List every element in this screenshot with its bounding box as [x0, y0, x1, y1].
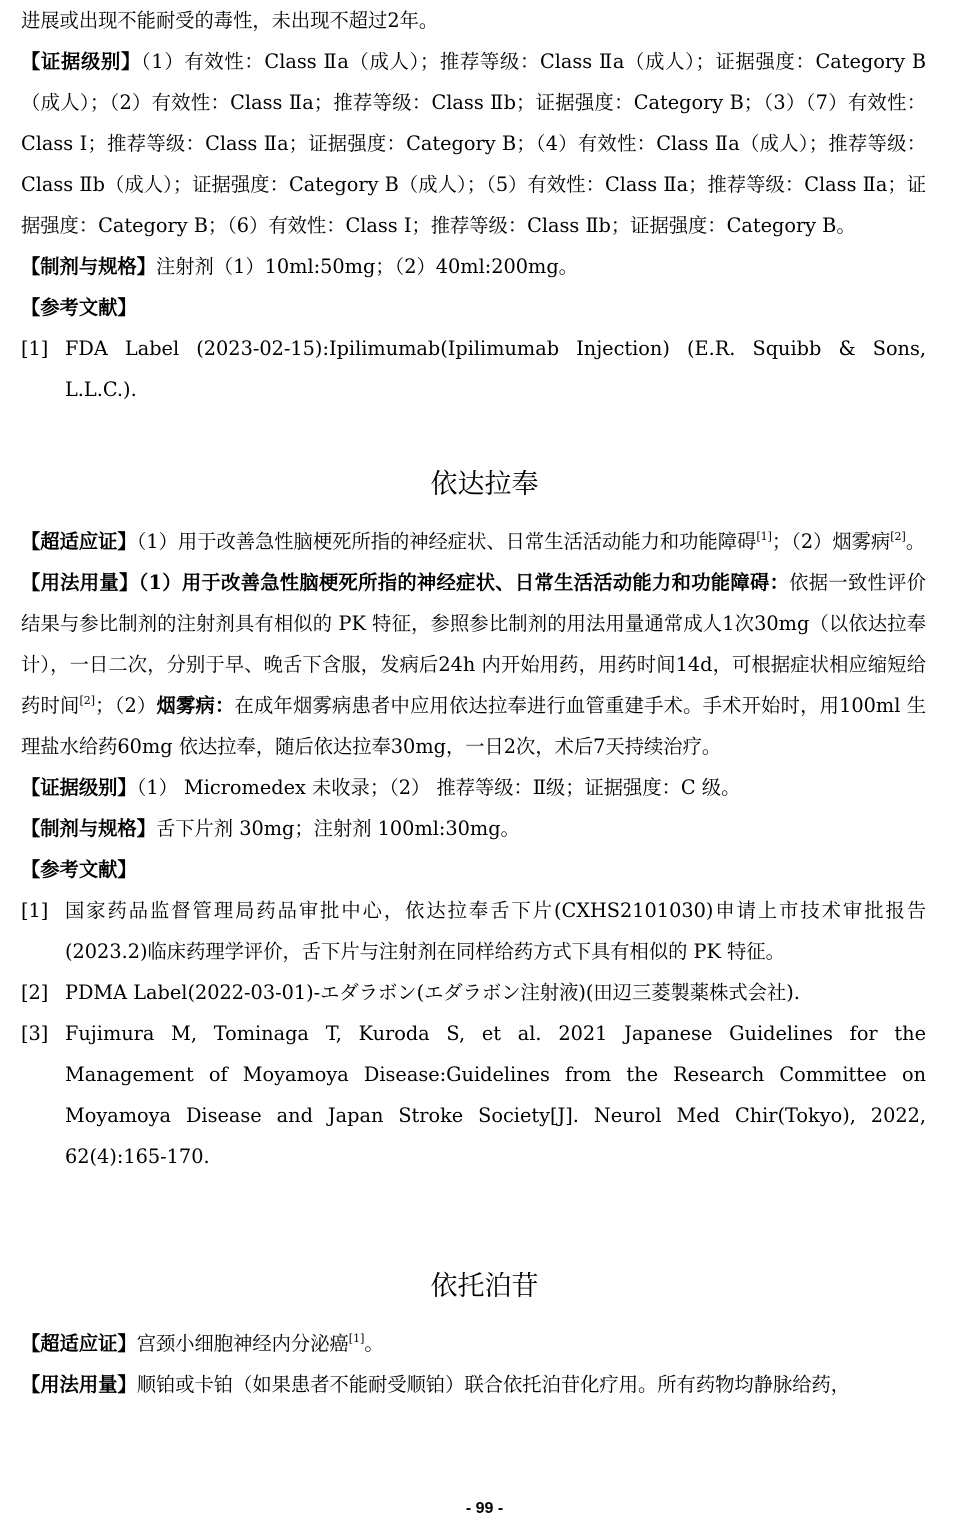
- citation-marker: [1]: [348, 1332, 365, 1345]
- indication-text: 。: [364, 1332, 384, 1355]
- reference-text: Fujimura M, Tominaga T, Kuroda S, et al. 2021 Japanese Guidelines for the Management of Moyamoya Disease:Guidelines from the Research Committee on Moyamoya Disease and Japan Stroke Society[J]. Neurol Med Chir(Tokyo), 2022, 62(4):165-170.: [65, 1022, 926, 1168]
- reference-text: 国家药品监督管理局药品审批中心，依达拉奉舌下片(CXHS2101030)申请上市技术审批报告(2023.2)临床药理学评价，舌下片与注射剂在同样给药方式下具有相似的 PK 特征。: [65, 899, 926, 963]
- dosage-text: ；（2）: [95, 694, 157, 717]
- drug-title-edaravone: 依达拉奉: [430, 469, 539, 500]
- citation-marker: [2]: [890, 530, 906, 543]
- references-heading: [21, 287, 926, 328]
- formulation-paragraph: [21, 808, 926, 849]
- reference-text: PDMA Label(2022-03-01)-エダラボン(エダラボン注射液)(田辺三菱製薬株式会社).: [65, 981, 800, 1004]
- edaravone-section: [21, 521, 926, 1177]
- drug-title-etoposide: 依托泊苷: [430, 1271, 539, 1302]
- evidence-level-text: （1）有效性：Class Ⅱa（成人）；推荐等级：Class Ⅱa（成人）；证据强度：Category B（成人）；（2）有效性：Class Ⅱa；推荐等级：Class Ⅱb；证据强度：Category B；（3）（7）有效性：Class Ⅰ；推荐等级：Class Ⅱa；证据强度：Category B；（4）有效性：Class Ⅱa（成人）；推荐等级：Class Ⅱb（成人）；证据强度：Category B（成人）；（5）有效性：Class Ⅱa；推荐等级：Class Ⅱa；证据强度：Category B；（6）有效性：Class Ⅰ；推荐等级：Class Ⅱb；证据强度：Category B。: [21, 50, 926, 237]
- evidence-level-label: 【证据级别】: [21, 776, 137, 799]
- formulation-label: 【制剂与规格】: [21, 817, 156, 840]
- continuation-paragraph: 进展或出现不能耐受的毒性，未出现不超过2年。: [21, 9, 439, 32]
- reference-item: [21, 1013, 926, 1177]
- indication-paragraph: [21, 1323, 926, 1364]
- citation-marker: [1]: [756, 530, 772, 543]
- reference-item: [21, 972, 926, 1013]
- references-label: 【参考文献】: [21, 296, 137, 319]
- formulation-text: 舌下片剂 30mg；注射剂 100ml:30mg。: [155, 817, 520, 840]
- formulation-paragraph: [21, 246, 926, 287]
- dosage-text: 顺铂或卡铂（如果患者不能耐受顺铂）联合依托泊苷化疗用。所有药物均静脉给药，: [136, 1373, 851, 1396]
- indication-label: 【超适应证】: [21, 530, 137, 553]
- page-number: - 99 -: [465, 1500, 504, 1517]
- evidence-level-text: （1） Micromedex 未收录；（2） 推荐等级：Ⅱ级；证据强度：C 级。: [136, 776, 741, 799]
- dosage-label: 【用法用量】: [21, 571, 139, 594]
- reference-item: [21, 328, 926, 410]
- indication-text: （1）用于改善急性脑梗死所指的神经症状、日常生活活动能力和功能障碍: [136, 530, 757, 553]
- references-heading: [21, 849, 926, 890]
- citation-marker: [2]: [79, 694, 96, 707]
- reference-item: [21, 890, 926, 972]
- indication-paragraph: [21, 521, 926, 562]
- formulation-text: 注射剂（1）10ml:50mg；（2）40ml:200mg。: [155, 255, 578, 278]
- dosage-paragraph: [21, 562, 926, 767]
- dosage-subheading: 烟雾病：: [156, 694, 235, 717]
- formulation-label: 【制剂与规格】: [21, 255, 156, 278]
- indication-label: 【超适应证】: [21, 1332, 137, 1355]
- indication-text: 宫颈小细胞神经内分泌癌: [136, 1332, 349, 1355]
- indication-text: 。: [905, 530, 926, 553]
- evidence-level-label: 【证据级别】: [21, 50, 142, 73]
- reference-number: [2]: [21, 981, 49, 1004]
- etoposide-section: [21, 1323, 926, 1405]
- dosage-label: 【用法用量】: [21, 1373, 137, 1396]
- references-label: 【参考文献】: [21, 858, 137, 881]
- dosage-paragraph: [21, 1364, 926, 1405]
- dosage-subheading: （1）用于改善急性脑梗死所指的神经症状、日常生活活动能力和功能障碍：: [138, 571, 790, 594]
- top-section: [21, 0, 926, 410]
- reference-number: [3]: [21, 1022, 49, 1045]
- dosage-text: 在成年烟雾病患者中应用依达拉奉进行血管重建手术。手术开始时，用100ml 生理盐水给药60mg 依达拉奉，随后依达拉奉30mg，一日2次，术后7天持续治疗。: [21, 694, 926, 758]
- evidence-level-paragraph: [21, 767, 926, 808]
- evidence-level-paragraph: [21, 41, 926, 246]
- indication-text: ；（2）烟雾病: [771, 530, 891, 553]
- reference-number: [1]: [21, 899, 49, 922]
- dosage-text: 依据一致性评价结果与参比制剂的注射剂具有相似的 PK 特征，参照参比制剂的用法用量通常成人1次30mg（以依达拉奉计），一日二次，分别于早、晚舌下含服，发病后24h 内开始用药，用药时间14d，可根据症状相应缩短给药时间: [21, 571, 927, 717]
- reference-number: [1]: [21, 337, 49, 360]
- reference-text: FDA Label (2023-02-15):Ipilimumab(Ipilimumab Injection) (E.R. Squibb & Sons, L.L.C.).: [65, 337, 926, 401]
